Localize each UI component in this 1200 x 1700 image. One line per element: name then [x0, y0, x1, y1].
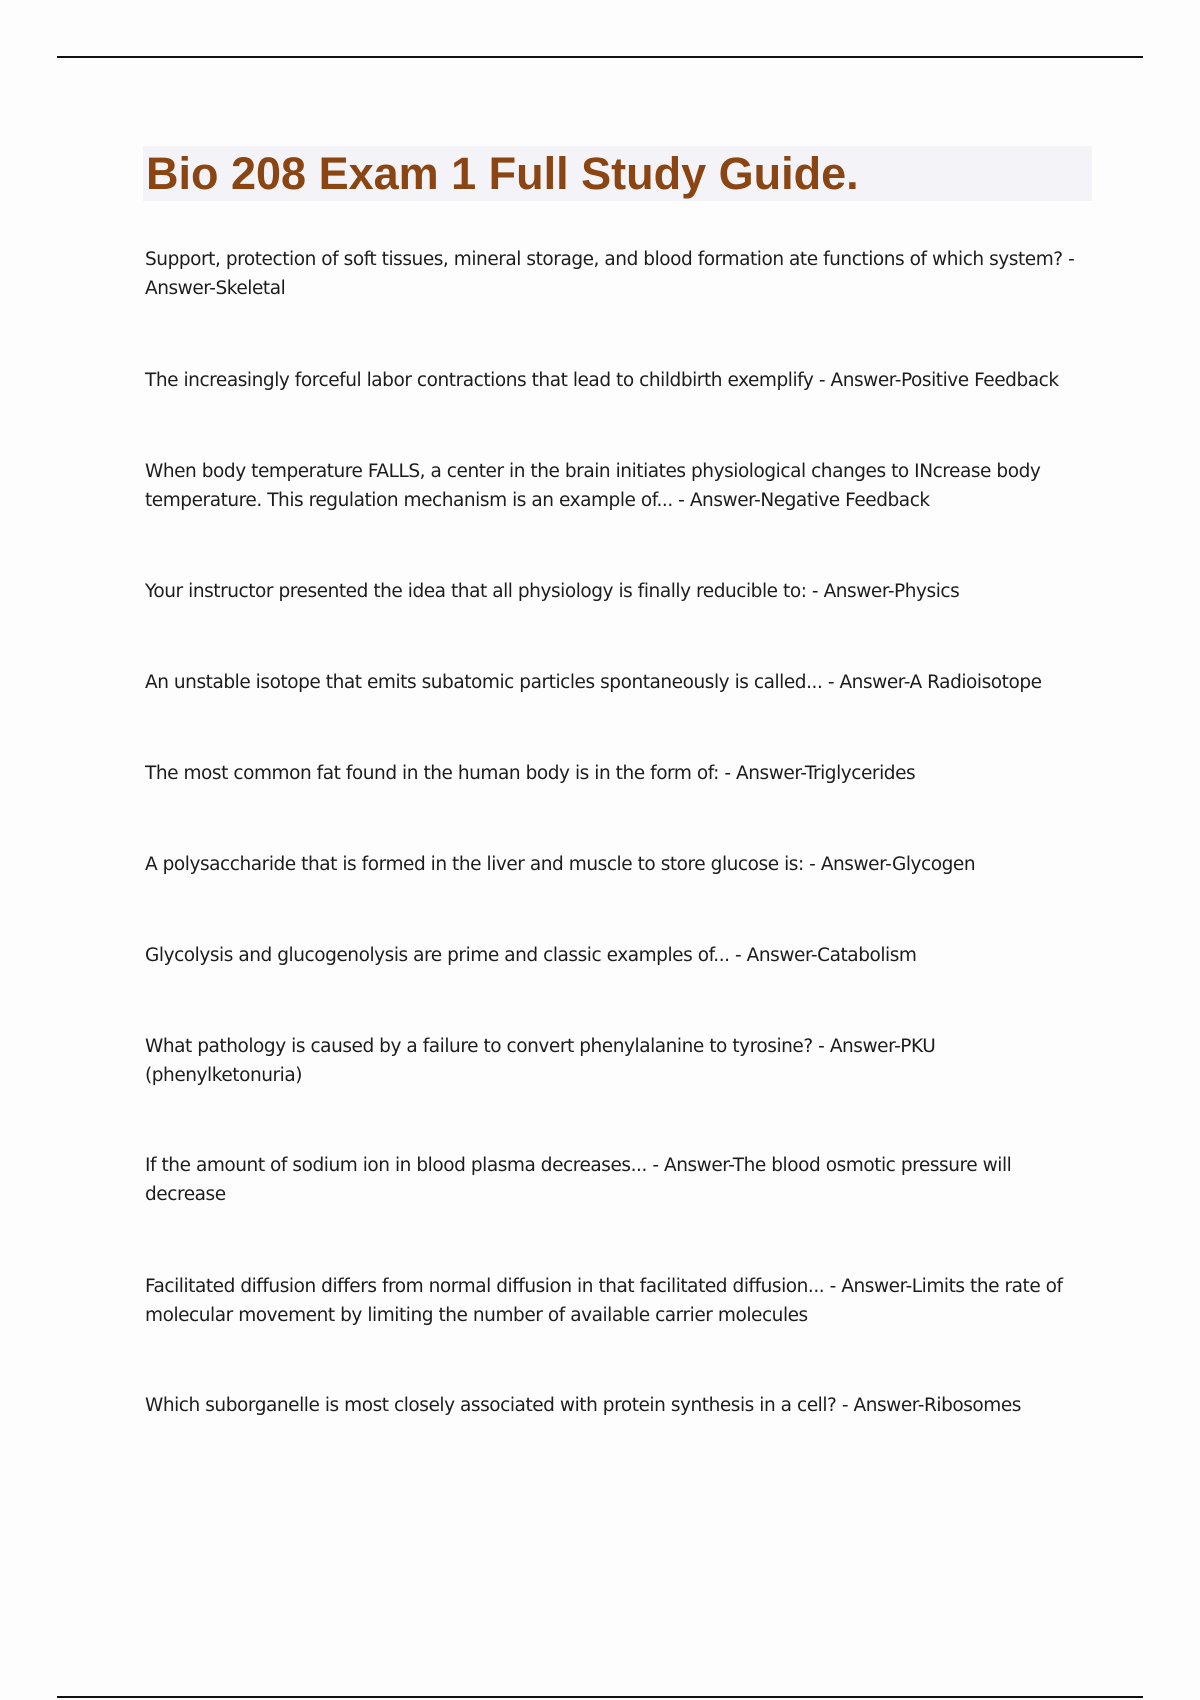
qa-item-1: Support, protection of soft tissues, mineral storage, and blood formation ate functions of which system? - Answer-Skeletal: [145, 249, 1075, 299]
top-rule: [57, 56, 1143, 58]
qa-item-9: What pathology is caused by a failure to convert phenylalanine to tyrosine? - Answer-PKU (phenylketonuria): [145, 1036, 936, 1086]
qa-item-5: An unstable isotope that emits subatomic particles spontaneously is called... - Answer-A Radioisotope: [145, 672, 1042, 693]
qa-item-8: Glycolysis and glucogenolysis are prime and classic examples of... - Answer-Catabolism: [145, 945, 917, 966]
qa-item-3: When body temperature FALLS, a center in the brain initiates physiological changes to INcrease body temperature. This regulation mechanism is an example of... - Answer-Negative Feedback: [145, 461, 1041, 511]
qa-item-6: The most common fat found in the human body is in the form of: - Answer-Triglycerides: [145, 763, 916, 784]
qa-item-2: The increasingly forceful labor contractions that lead to childbirth exemplify - Answer-Positive Feedback: [145, 370, 1059, 391]
qa-item-4: Your instructor presented the idea that all physiology is finally reducible to: - Answer-Physics: [145, 581, 960, 602]
qa-item-11: Facilitated diffusion differs from normal diffusion in that facilitated diffusion... - Answer-Limits the rate of molecular movement by limiting the number of available carrier molecules: [145, 1276, 1063, 1326]
page-title: Bio 208 Exam 1 Full Study Guide.: [146, 148, 859, 199]
bottom-rule: [57, 1696, 1143, 1698]
qa-item-10: If the amount of sodium ion in blood plasma decreases... - Answer-The blood osmotic pressure will decrease: [145, 1155, 1012, 1205]
qa-item-12: Which suborganelle is most closely associated with protein synthesis in a cell? - Answer-Ribosomes: [145, 1395, 1021, 1416]
qa-item-7: A polysaccharide that is formed in the liver and muscle to store glucose is: - Answer-Glycogen: [145, 854, 976, 875]
